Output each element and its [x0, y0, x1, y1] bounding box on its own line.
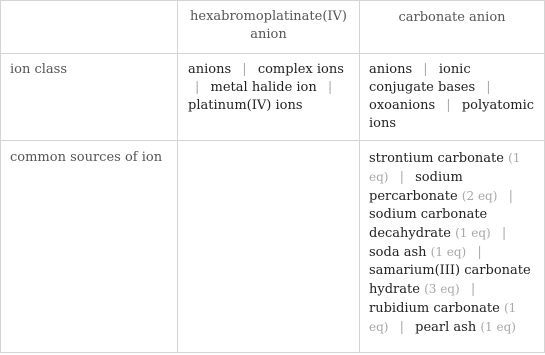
item-separator: |	[446, 98, 451, 113]
item-separator: |	[501, 226, 507, 241]
list-item: anions	[188, 62, 232, 77]
ion-class-carbonate	[369, 61, 539, 133]
list-item: sodium percarbonate	[369, 170, 463, 204]
list-item: metal halide ion	[210, 80, 317, 95]
list-item: polyatomic ions	[369, 98, 535, 131]
equivalents-note: (1 eq)	[430, 245, 467, 259]
equivalents-note: (3 eq)	[424, 282, 460, 296]
common-sources-carbonate	[369, 149, 537, 337]
equivalents-note: (2 eq)	[461, 189, 498, 203]
item-separator: |	[399, 320, 404, 335]
list-item: rubidium carbonate	[369, 301, 500, 316]
list-item: samarium(III) carbonate hydrate	[369, 263, 531, 297]
list-item: ionic conjugate bases	[369, 62, 476, 95]
item-separator: |	[242, 62, 247, 77]
item-separator: |	[399, 170, 404, 185]
row-divider	[0, 53, 545, 54]
item-separator: |	[508, 189, 513, 204]
item-separator: |	[327, 80, 333, 95]
item-separator: |	[477, 245, 482, 260]
equivalents-note: (1 eq)	[480, 320, 516, 334]
header-carbonate: carbonate anion	[398, 10, 506, 25]
equivalents-note: (1 eq)	[369, 301, 517, 334]
list-item: platinum(IV) ions	[188, 98, 303, 113]
list-item: pearl ash	[415, 320, 477, 335]
list-item: strontium carbonate	[369, 151, 504, 166]
ion-class-hexabromoplatinate	[188, 61, 356, 115]
item-separator: |	[423, 62, 428, 77]
item-separator: |	[195, 80, 200, 95]
list-item: complex ions	[257, 62, 344, 77]
header-hexabromoplatinate: hexabromoplatinate(IV) anion	[190, 9, 347, 42]
item-separator: |	[486, 80, 491, 95]
equivalents-note: (1 eq)	[455, 226, 491, 240]
equivalents-note: (1 eq)	[369, 151, 521, 184]
list-item: sodium carbonate decahydrate	[369, 207, 488, 241]
row-divider	[0, 140, 545, 141]
list-item: anions	[369, 62, 413, 77]
list-item: oxoanions	[369, 98, 436, 113]
item-separator: |	[470, 282, 476, 297]
list-item: soda ash	[369, 245, 427, 260]
row-label-common-sources: common sources of ion	[10, 150, 163, 165]
row-label-ion-class: ion class	[10, 62, 68, 77]
